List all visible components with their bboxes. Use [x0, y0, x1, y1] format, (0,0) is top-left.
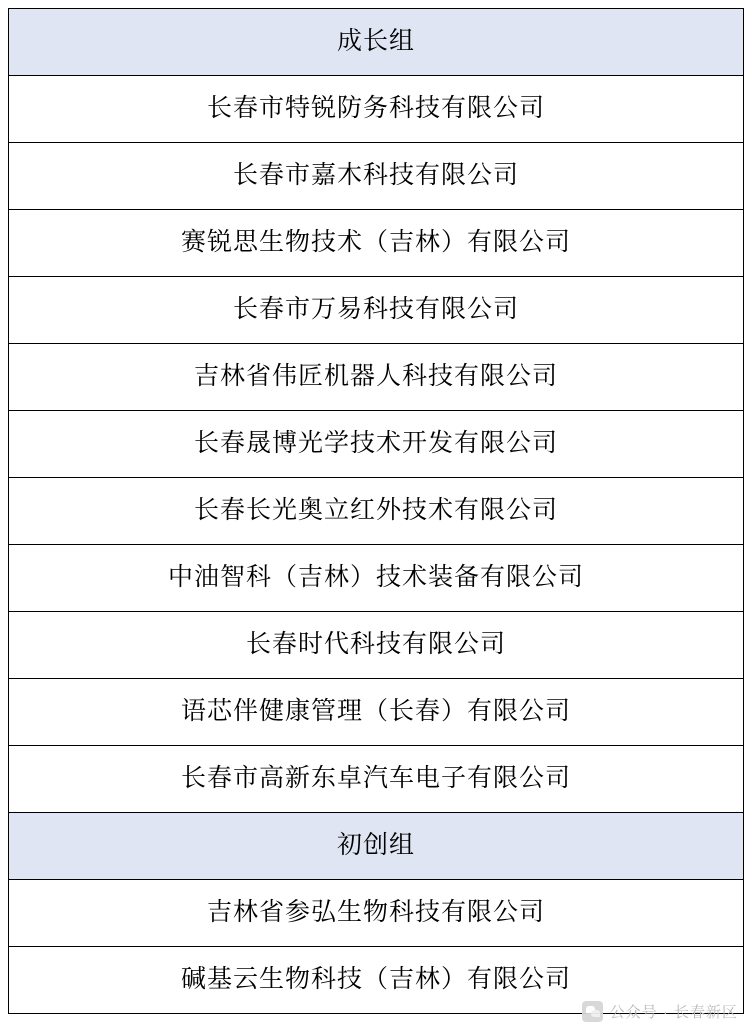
table-row — [9, 344, 744, 411]
company-cell: 长春时代科技有限公司 — [9, 612, 744, 679]
table-row — [9, 9, 744, 76]
table-row — [9, 545, 744, 612]
company-cell: 中油智科（吉林）技术装备有限公司 — [9, 545, 744, 612]
table-row — [9, 277, 744, 344]
table-body — [9, 9, 744, 1014]
table-row — [9, 746, 744, 813]
table-row — [9, 76, 744, 143]
group-header-cell: 初创组 — [9, 813, 744, 880]
company-cell: 吉林省参弘生物科技有限公司 — [9, 880, 744, 947]
company-cell: 长春市特锐防务科技有限公司 — [9, 76, 744, 143]
table-row — [9, 210, 744, 277]
company-cell: 长春长光奥立红外技术有限公司 — [9, 478, 744, 545]
company-cell: 语芯伴健康管理（长春）有限公司 — [9, 679, 744, 746]
company-cell: 长春市高新东卓汽车电子有限公司 — [9, 746, 744, 813]
company-cell: 碱基云生物科技（吉林）有限公司 — [9, 947, 744, 1014]
company-cell: 吉林省伟匠机器人科技有限公司 — [9, 344, 744, 411]
table-row — [9, 880, 744, 947]
watermark — [582, 1001, 738, 1022]
company-list-table — [8, 8, 744, 1014]
company-cell: 长春市万易科技有限公司 — [9, 277, 744, 344]
company-cell: 赛锐思生物技术（吉林）有限公司 — [9, 210, 744, 277]
watermark-text: 公众号 · 长春新区 — [609, 1004, 738, 1021]
wechat-logo-icon — [582, 1001, 603, 1022]
table-row — [9, 478, 744, 545]
group-header-cell: 成长组 — [9, 9, 744, 76]
table-row — [9, 813, 744, 880]
company-cell: 长春市嘉木科技有限公司 — [9, 143, 744, 210]
table-row — [9, 143, 744, 210]
table-row — [9, 411, 744, 478]
company-cell: 长春晟博光学技术开发有限公司 — [9, 411, 744, 478]
table-row — [9, 612, 744, 679]
table-row — [9, 679, 744, 746]
